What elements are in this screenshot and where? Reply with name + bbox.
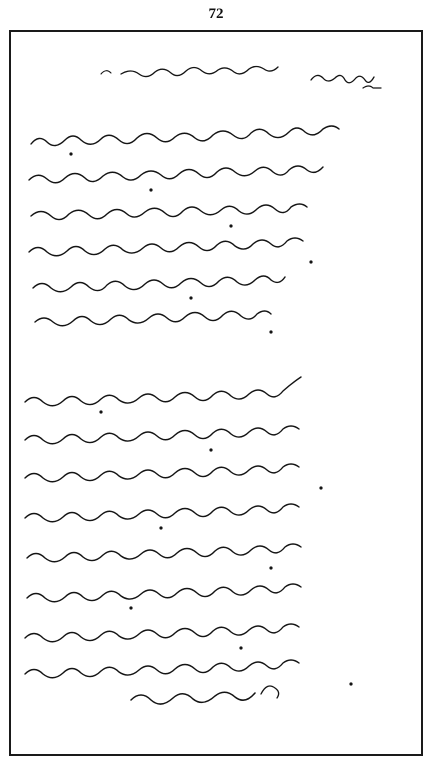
paragraph-1 (29, 126, 339, 334)
letter-frame (9, 30, 423, 756)
handwritten-letter (11, 32, 425, 758)
closing-line (131, 686, 279, 704)
page-number: 72 (208, 6, 224, 22)
paragraph-2 (25, 377, 353, 686)
letter-header (101, 67, 381, 89)
